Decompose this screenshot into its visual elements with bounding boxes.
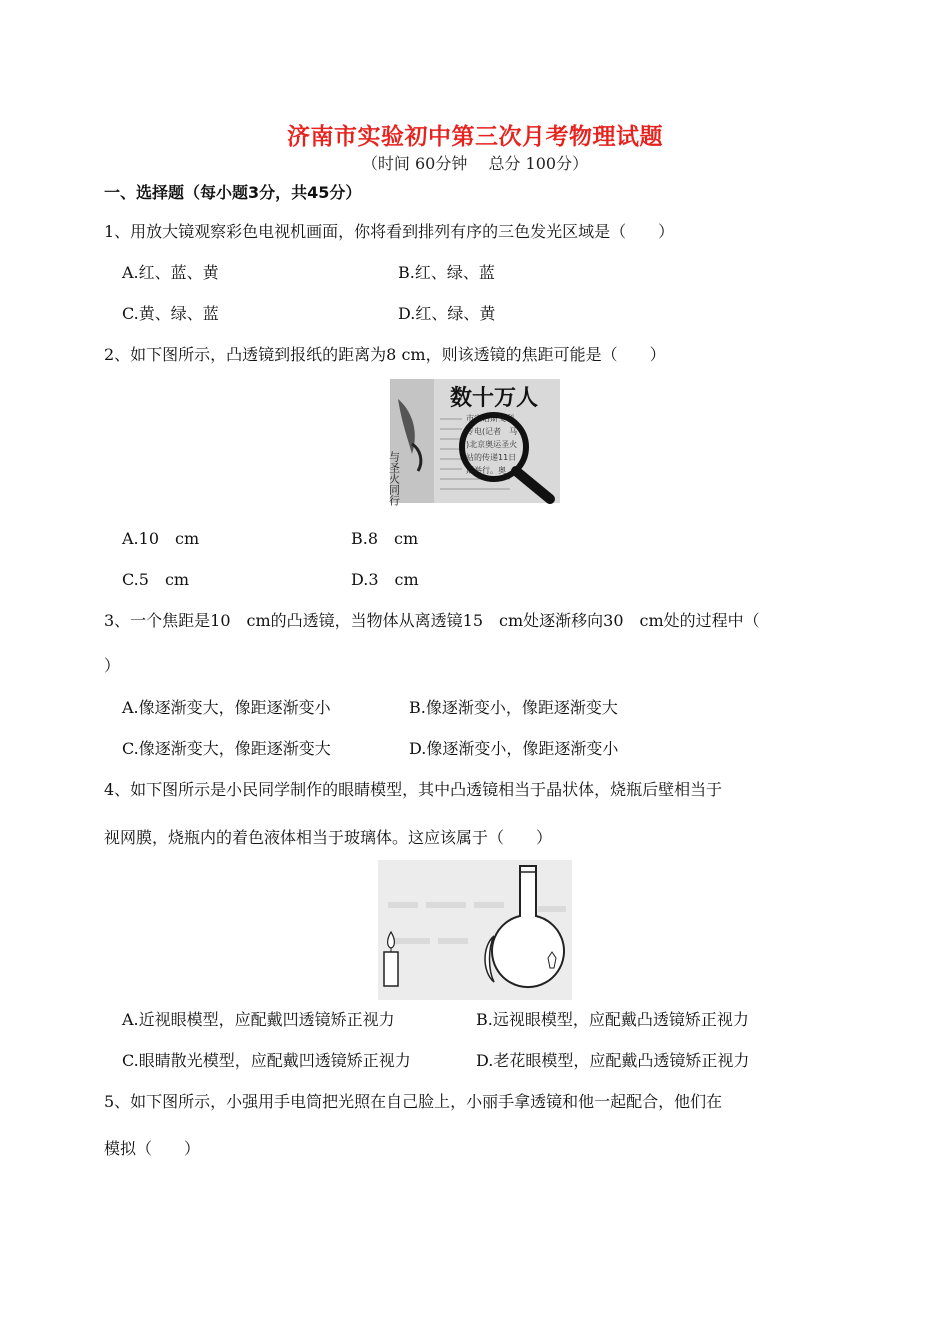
question-1-stem: 1、用放大镜观察彩色电视机画面，你将看到排列有序的三色发光区域是（ ） bbox=[104, 222, 675, 241]
question-1-option-a: A.红、蓝、黄 bbox=[122, 263, 219, 282]
figure-text-line-1: 市宣话斯艾利 bbox=[466, 414, 514, 423]
figure-text-line-4: 站的传递11日 bbox=[466, 453, 517, 462]
figure-text-line-3: )北京奥运圣火 bbox=[466, 440, 518, 449]
question-4-option-d: D.老花眼模型，应配戴凸透镜矫正视力 bbox=[476, 1051, 750, 1070]
question-4-stem-line-1: 4、如下图所示是小民同学制作的眼睛模型，其中凸透镜相当于晶状体，烧瓶后壁相当于 bbox=[104, 780, 723, 799]
question-3-option-c: C.像逐渐变大，像距逐渐变大 bbox=[122, 739, 331, 758]
question-1-option-c: C.黄、绿、蓝 bbox=[122, 304, 219, 323]
figure-side-caption: 与圣火同行 bbox=[387, 451, 401, 506]
figure-headline: 数十万人 bbox=[450, 386, 539, 411]
figure-text-line-2: 专电(记者 马 bbox=[466, 427, 518, 436]
question-3-stem-line-1: 3、一个焦距是10 cm的凸透镜，当物体从离透镜15 cm处逐渐移向30 cm处的过程中（ bbox=[104, 611, 760, 630]
question-3-stem-line-2: ） bbox=[104, 656, 121, 675]
question-4-option-c: C.眼睛散光模型，应配戴凹透镜矫正视力 bbox=[122, 1051, 411, 1070]
question-2-option-c: C.5 cm bbox=[122, 570, 190, 589]
question-5-stem-line-2: 模拟（ ） bbox=[104, 1139, 201, 1158]
figure-text-line-5: 斯举行。奥 bbox=[466, 466, 506, 475]
question-2-option-a: A.10 cm bbox=[122, 529, 200, 548]
question-4-option-b: B.远视眼模型，应配戴凸透镜矫正视力 bbox=[476, 1010, 749, 1029]
question-2-stem: 2、如下图所示，凸透镜到报纸的距离为8 cm，则该透镜的焦距可能是（ ） bbox=[104, 345, 666, 364]
eye-model-figure bbox=[378, 860, 572, 1000]
exam-subtitle: （时间 60分钟 总分 100分） bbox=[361, 154, 589, 173]
question-2-option-d: D.3 cm bbox=[351, 570, 419, 589]
question-3-option-b: B.像逐渐变小，像距逐渐变大 bbox=[409, 698, 618, 717]
question-4-stem-line-2: 视网膜，烧瓶内的着色液体相当于玻璃体。这应该属于（ ） bbox=[104, 828, 553, 847]
section-heading: 一、选择题（每小题3分，共45分） bbox=[104, 183, 362, 202]
question-2-option-b: B.8 cm bbox=[351, 529, 419, 548]
question-1-option-b: B.红、绿、蓝 bbox=[398, 263, 495, 282]
exam-title: 济南市实验初中第三次月考物理试题 bbox=[287, 124, 663, 150]
candle-icon bbox=[384, 952, 398, 986]
question-4-option-a: A.近视眼模型，应配戴凹透镜矫正视力 bbox=[122, 1010, 395, 1029]
newspaper-magnifier-figure bbox=[387, 379, 560, 506]
question-5-stem-line-1: 5、如下图所示，小强用手电筒把光照在自己脸上，小丽手拿透镜和他一起配合，他们在 bbox=[104, 1092, 723, 1111]
question-1-option-d: D.红、绿、黄 bbox=[398, 304, 496, 323]
question-3-option-a: A.像逐渐变大，像距逐渐变小 bbox=[122, 698, 331, 717]
question-3-option-d: D.像逐渐变小，像距逐渐变小 bbox=[409, 739, 619, 758]
